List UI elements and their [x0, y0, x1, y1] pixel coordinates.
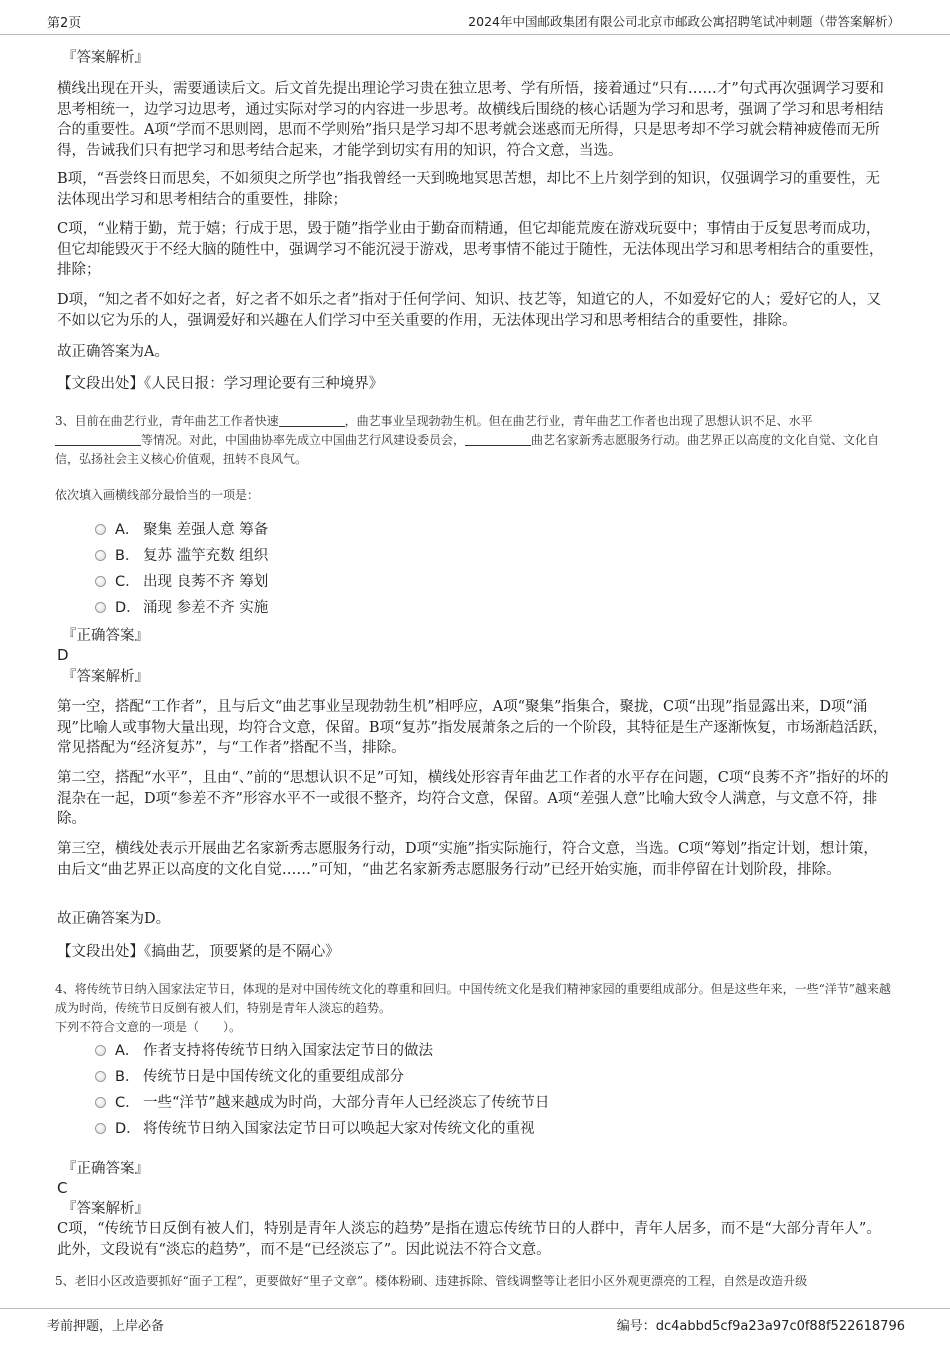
radio-icon[interactable] — [95, 602, 106, 613]
q4-answer-label: 『正确答案』 — [62, 1161, 149, 1177]
radio-icon[interactable] — [95, 1045, 106, 1056]
q4-analysis: C项，“传统节日反倒有被人们，特别是青年人淡忘的趋势”是指在遗忘传统节日的人群中，青年人居多，而不是“大部分青年人”。此外，文段说有“淡忘的趋势”，而不是“已经淡忘了”。因此说法不符合文意。 — [57, 1221, 881, 1258]
q3-analysis-p2: 第二空，搭配“水平”，且由“、”前的“思想认识不足”可知，横线处形容青年曲艺工作者的水平存在问题，C项“良莠不齐”指好的坏的混杂在一起，D项“参差不齐”形容水平不一或很不整齐，均符合文意，保留。A项“差强人意”比喻大致令人满意，与文意不符，排除。 — [57, 770, 889, 827]
page-footer — [0, 1308, 950, 1339]
radio-icon[interactable] — [95, 1097, 106, 1108]
q3-option-a[interactable]: A． 聚集 差强人意 筹备 — [95, 520, 268, 540]
page-header — [0, 10, 950, 35]
q3-answer-label: 『正确答案』 — [62, 628, 149, 644]
document-code: 编号：dc4abbd5cf9a23a97c0f88f522618796 — [616, 1319, 905, 1334]
blank-1 — [279, 414, 345, 427]
q2-analysis-p3: C项，“业精于勤，荒于嬉；行成于思，毁于随”指学业由于勤奋而精通，但它却能荒废在游戏玩耍中；事情由于反复思考而成功，但它却能毁灭于不经大脑的随性中，强调学习不能沉浸于游戏，思考事情不能过于随性，无法体现出学习和思考相结合的重要性，排除； — [57, 221, 884, 278]
q3-analysis-p3: 第三空，横线处表示开展曲艺名家新秀志愿服务行动，D项“实施”指实际施行，符合文意，当选。C项“筹划”指定计划，想计策，由后文“曲艺界正以高度的文化自觉……”可知，“曲艺名家新秀志愿服务行动”已经开始实施，而非停留在计划阶段，排除。 — [57, 841, 878, 878]
q4-stem: 4、将传统节日纳入国家法定节日，体现的是对中国传统文化的尊重和回归。中国传统文化是我们精神家园的重要组成部分。但是这些年来，一些“洋节”越来越成为时尚，传统节日反倒有被人们，特别是青年人淡忘的趋势。 — [55, 982, 891, 1015]
q4-option-b[interactable]: B． 传统节日是中国传统文化的重要组成部分 — [95, 1067, 404, 1087]
q2-conclusion: 故正确答案为A。 — [57, 344, 169, 360]
q2-analysis-p4: D项，“知之者不如好之者，好之者不如乐之者”指对于任何学问、知识、技艺等，知道它的人，不如爱好它的人；爱好它的人，又不如以它为乐的人，强调爱好和兴趣在人们学习中至关重要的作用，无法体现出学习和思考相结合的重要性，排除。 — [57, 292, 881, 329]
q4-option-d[interactable]: D． 将传统节日纳入国家法定节日可以唤起大家对传统文化的重视 — [95, 1119, 535, 1139]
q2-analysis-p1: 横线出现在开头，需要通读后文。后文首先提出理论学习贵在独立思考、学有所悟，接着通过“只有……才”句式再次强调学习要和思考相统一，边学习边思考，通过实际对学习的内容进一步思考。故横线后围绕的核心话题为学习和思考，强调了学习和思考相结合的重要性。A项“学而不思则罔，思而不学则殆”指只是学习却不思考就会迷惑而无所得，只是思考却不学习就会精神疲倦而无所得，告诫我们只有把学习和思考结合起来，才能学到切实有用的知识，符合文意，当选。 — [57, 81, 884, 159]
radio-icon[interactable] — [95, 550, 106, 561]
blank-2 — [55, 433, 141, 446]
q5-stem: 5、老旧小区改造要抓好“面子工程”，更要做好“里子文章”。楼体粉刷、违建拆除、管线调整等让老旧小区外观更漂亮的工程，自然是改造升级 — [55, 1274, 808, 1288]
q3-option-c[interactable]: C． 出现 良莠不齐 筹划 — [95, 572, 268, 592]
radio-icon[interactable] — [95, 576, 106, 587]
q3-prompt: 依次填入画横线部分最恰当的一项是： — [55, 488, 260, 502]
q4-option-c[interactable]: C． 一些“洋节”越来越成为时尚，大部分青年人已经淡忘了传统节日 — [95, 1093, 549, 1113]
q3-analysis-p1: 第一空，搭配“工作者”，且与后文“曲艺事业呈现勃勃生机”相呼应，A项“聚集”指集合，聚拢，C项“出现”指显露出来，D项“涌现”比喻人或事物大量出现，均符合文意，保留。B项“复苏”指发展萧条之后的一个阶段，其特征是生产逐渐恢复，市场渐趋活跃，常见搭配为“经济复苏”，与“工作者”搭配不当，排除。 — [57, 699, 888, 756]
q4-prompt: 下列不符合文意的一项是（ ）。 — [55, 1020, 242, 1034]
q2-source: 【文段出处】《人民日报：学习理论要有三种境界》 — [57, 376, 384, 392]
q4-answer: C — [57, 1179, 68, 1197]
q3-source: 【文段出处】《搞曲艺，顶要紧的是不隔心》 — [57, 944, 340, 960]
q3-answer: D — [57, 646, 69, 664]
q4-option-a[interactable]: A． 作者支持将传统节日纳入国家法定节日的做法 — [95, 1041, 433, 1061]
radio-icon[interactable] — [95, 524, 106, 535]
q3-stem: 3、目前在曲艺行业，青年曲艺工作者快速 ，曲艺事业呈现勃勃生机。但在曲艺行业，青年曲艺工作者也出现了思想认识不足、水平等情况。对此，中国曲协率先成立中国曲艺行风建设委员会， 曲艺名家新秀志愿服务行动。曲艺界正以高度的文化自觉、文化自信，弘扬社会主义核心价值观，扭转不良风气。 — [55, 414, 880, 466]
q4-analysis-label: 『答案解析』 — [62, 1201, 149, 1217]
q2-analysis-label: 『答案解析』 — [62, 50, 149, 66]
q3-conclusion: 故正确答案为D。 — [57, 911, 171, 927]
q3-option-b[interactable]: B． 复苏 滥竽充数 组织 — [95, 546, 268, 566]
document-title: 2024年中国邮政集团有限公司北京市邮政公寓招聘笔试冲刺题（带答案解析） — [468, 14, 900, 29]
radio-icon[interactable] — [95, 1123, 106, 1134]
footer-slogan: 考前押题，上岸必备 — [47, 1319, 165, 1334]
page-number: 第2页 — [47, 16, 82, 31]
q2-analysis-p2: B项，“吾尝终日而思矣，不如须臾之所学也”指我曾经一天到晚地冥思苦想，却比不上片刻学到的知识，仅强调学习的重要性，无法体现出学习和思考相结合的重要性，排除； — [57, 171, 880, 208]
radio-icon[interactable] — [95, 1071, 106, 1082]
q3-analysis-label: 『答案解析』 — [62, 669, 149, 685]
blank-3 — [465, 433, 531, 446]
q3-option-d[interactable]: D． 涌现 参差不齐 实施 — [95, 598, 268, 618]
